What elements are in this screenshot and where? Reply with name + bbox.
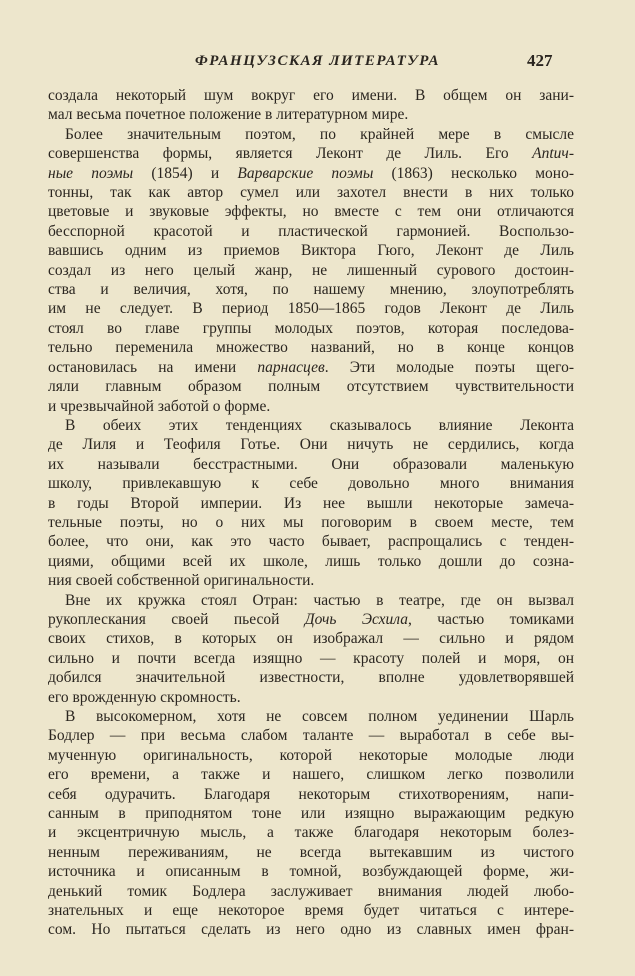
text-line: создал из него целый жанр, не лишенный сурового достоин- [48,261,574,279]
text-line: тельно переменила множество названий, но в конце концов [48,339,574,357]
page-number: 427 [527,51,553,70]
text-line: и чрезвычайной заботой о форме. [48,397,271,415]
text-line: совершенства формы, является Леконт де Лиль. Его Antич- [48,145,574,163]
text-line: Более значительным поэтом, по крайней мере в смысле [65,125,574,143]
text-line: его времени, а также и нашего, слишком легко позволили [48,766,574,784]
text-line: его врожденную скромность. [48,688,241,706]
text-line: ния своей собственной оригинальности. [48,572,315,590]
text-line: мученную оригинальность, которой некоторые молодые люди [48,746,574,764]
text-line: стоял во главе группы молодых поэтов, которая последова- [48,319,574,337]
text-line: тельные поэты, но о них мы поговорим в своем месте, тем [48,513,574,531]
text-line: и эксцентричную мысль, а также благодаря некоторым болез- [48,824,574,842]
body-text [48,86,574,940]
text-line: сом. Но пытаться сделать из него одно из славных имен фран- [48,921,574,939]
text-line: остановилась на имени парнасцев. Эти молодые поэты щего- [48,358,574,376]
text-line: рукоплескания своей пьесой Дочь Эсхила, частью томиками [48,610,574,628]
text-line: ненным переживаниям, не всегда вытекавшим из чистого [48,843,574,861]
text-line: мал весьма почетное положение в литературном мире. [48,106,409,124]
text-line: де Лиля и Теофиля Готье. Они ничуть не сердились, когда [48,436,574,454]
text-line: бесспорной красотой и пластической гармонией. Воспользо- [48,222,574,240]
text-line: добился значительной известности, вполне удовлетворявшей [48,669,574,687]
text-line: санным в приподнятом тоне или изящно выражающим редкую [48,805,574,823]
text-line: им не следует. В период 1850—1865 годов Леконт де Лиль [48,300,574,318]
text-line: своих стихов, в которых он изображал — сильно и рядом [48,630,574,648]
text-line: знательных и еще некоторое время будет читаться с интере- [48,902,574,920]
text-line: Бодлер — при весьма слабом таланте — выработал в себе вы- [48,727,574,745]
text-line: себя одурачить. Благодаря некоторым стихотворениям, напи- [48,785,574,803]
page-header [0,51,635,75]
running-title: ФРАНЦУЗСКАЯ ЛИТЕРАТУРА [194,53,441,69]
text-line: Вне их кружка стоял Отран: частью в театре, где он вызвал [65,591,574,609]
text-line: их называли бесстрастными. Они образовали маленькую [48,455,574,473]
text-line: ные поэмы (1854) и Варварские поэмы (1863) несколько моно- [48,164,574,182]
text-line: более, что они, как это часто бывает, распрощались с тенден- [48,533,574,551]
text-line: школу, привлекавшую к себе довольно много внимания [48,475,574,493]
text-line: источника и описанным в томной, возбуждающей форме, жи- [48,863,574,881]
text-line: тонны, так как автор сумел или захотел внести в них только [48,184,574,202]
text-line: ства и величия, хотя, по нашему мнению, злоупотреблять [48,281,574,299]
text-line: в годы Второй империи. Из нее вышли некоторые замеча- [48,494,574,512]
text-line: создала некоторый шум вокруг его имени. В общем он зани- [48,87,574,104]
text-line: циями, общими всей их школе, лишь только дошли до созна- [48,552,574,570]
text-line: В высокомерном, хотя не совсем полном уединении Шарль [65,708,574,725]
text-line: цветовые и звуковые эффекты, но вместе с тем они отличаются [48,203,574,221]
text-line: ляли главным образом полным отсутствием чувствительности [48,378,574,396]
text-line: В обеих этих тенденциях сказывалось влияние Леконта [65,416,574,434]
text-line: сильно и почти всегда изящно — красоту полей и моря, он [48,649,574,667]
text-line: денький томик Бодлера заслуживает внимания людей любо- [48,882,574,900]
text-line: вавшись одним из приемов Виктора Гюго, Леконт де Лиль [48,242,574,260]
